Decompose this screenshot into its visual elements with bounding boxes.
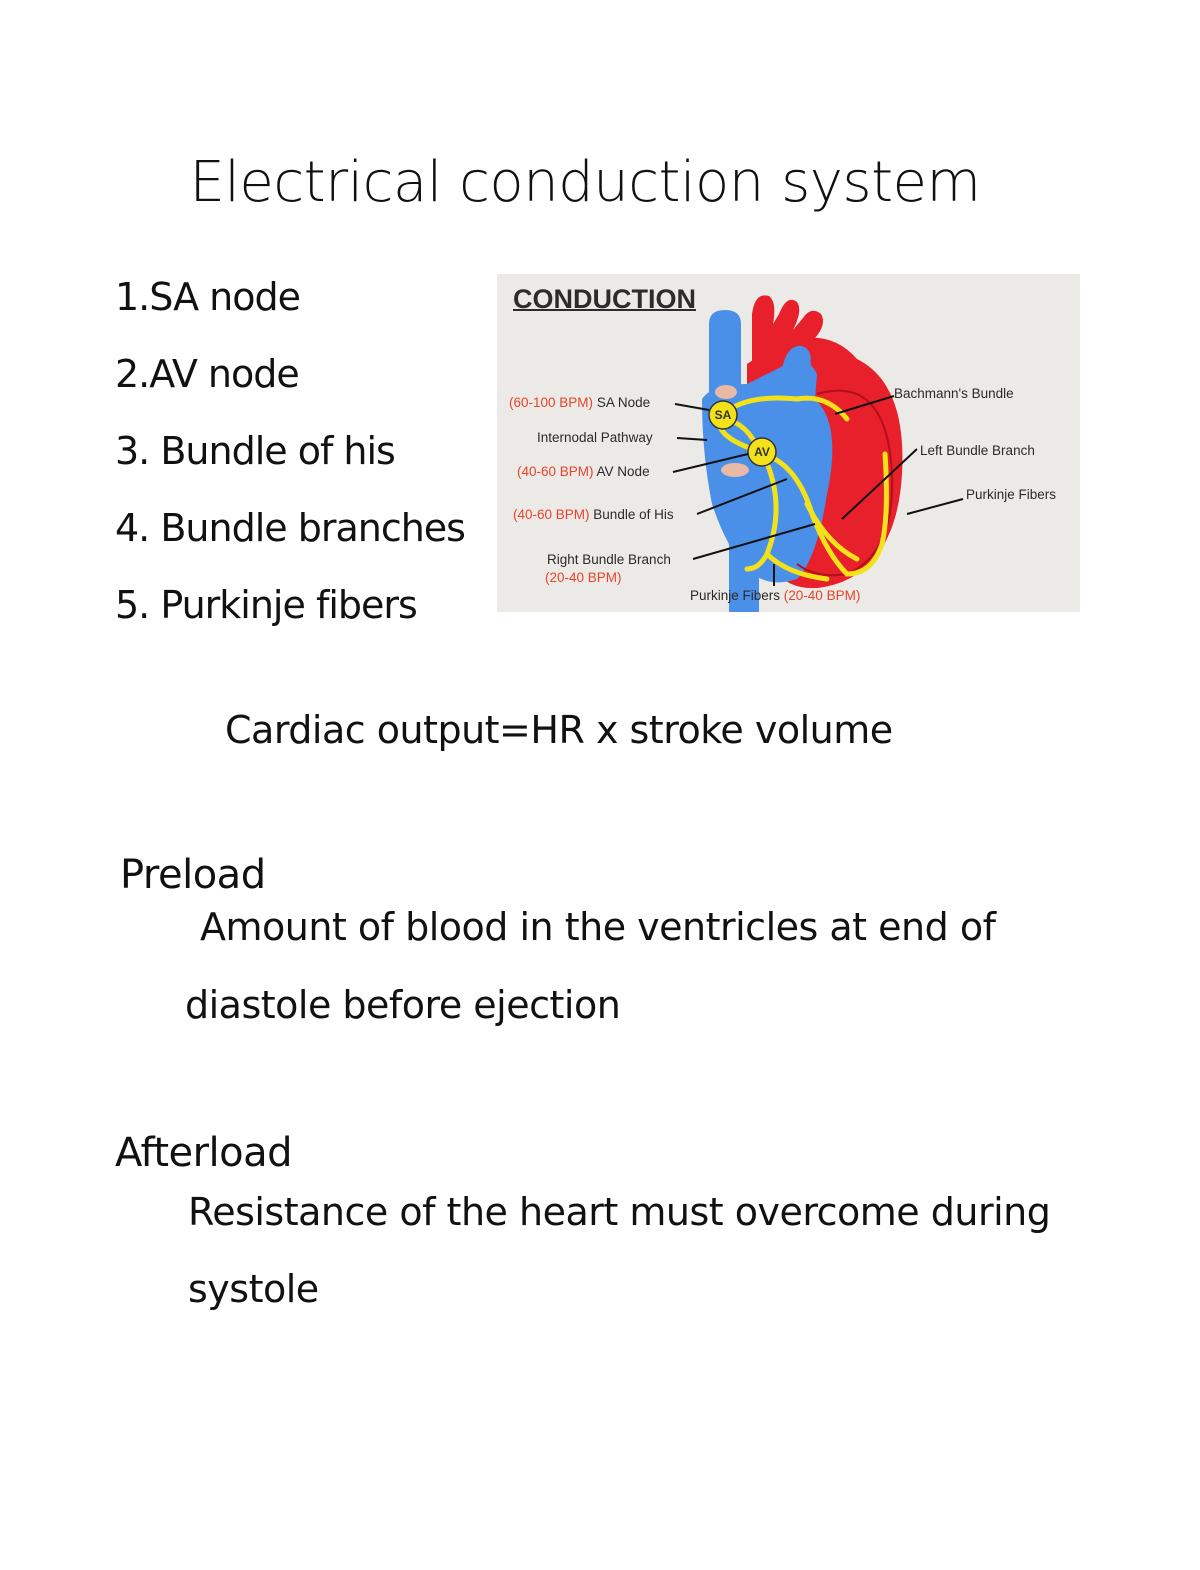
afterload-heading: Afterload: [115, 1130, 293, 1176]
page-title: Electrical conduction system: [189, 150, 981, 215]
list-item: 2.AV node: [115, 352, 299, 396]
rbb-bpm: (20-40 BPM): [545, 570, 622, 585]
lbb-label: Left Bundle Branch: [920, 443, 1035, 458]
sa-node-label: [509, 395, 650, 410]
sa-marker-label: SA: [714, 408, 732, 422]
purkinje-bottom-label: [690, 588, 860, 603]
purkinje-right-label: Purkinje Fibers: [966, 487, 1057, 502]
his-bpm: (40-60 BPM): [513, 507, 590, 522]
preload-definition-line: Amount of blood in the ventricles at end of: [200, 905, 996, 949]
purkinje-bottom-bpm: (20-40 BPM): [783, 588, 861, 603]
sa-name: SA Node: [596, 395, 651, 410]
conduction-diagram: [497, 274, 1080, 612]
av-name: AV Node: [596, 464, 650, 479]
preload-heading: Preload: [120, 852, 266, 898]
list-item: 4. Bundle branches: [115, 506, 465, 550]
av-node-label: [517, 464, 650, 479]
valve-shape: [721, 463, 749, 477]
sa-bpm: (60-100 BPM): [509, 395, 594, 410]
av-bpm: (40-60 BPM): [517, 464, 594, 479]
bachmann-label: Bachmann's Bundle: [894, 386, 1014, 401]
diagram-heading: CONDUCTION: [513, 284, 696, 314]
his-label: [513, 507, 674, 522]
list-item: 1.SA node: [115, 275, 300, 319]
list-item: 3. Bundle of his: [115, 429, 395, 473]
afterload-definition-line: Resistance of the heart must overcome during: [188, 1190, 1051, 1234]
conduction-list: [115, 270, 465, 655]
rbb-name: Right Bundle Branch: [547, 552, 671, 567]
his-name: Bundle of His: [593, 507, 674, 522]
list-item: 5. Purkinje fibers: [115, 583, 417, 627]
afterload-definition-line: systole: [188, 1267, 319, 1311]
av-marker-label: AV: [754, 445, 770, 459]
purkinje-bottom-name: Purkinje Fibers: [690, 588, 781, 603]
preload-definition-line: diastole before ejection: [185, 983, 621, 1027]
valve-shape: [715, 385, 737, 399]
internodal-label: Internodal Pathway: [537, 430, 653, 445]
cardiac-output-formula: Cardiac output=HR x stroke volume: [225, 708, 893, 752]
